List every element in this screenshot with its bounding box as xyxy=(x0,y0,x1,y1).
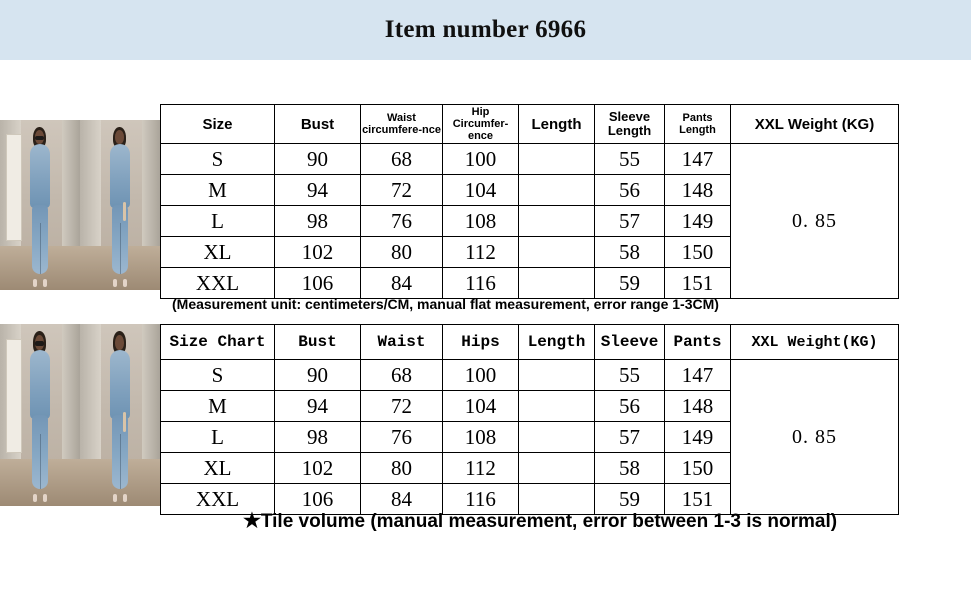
cell-waist: 72 xyxy=(361,391,443,422)
cell-sleeve: 57 xyxy=(595,422,665,453)
cell-waist: 84 xyxy=(361,484,443,515)
col-bust: Bust xyxy=(275,105,361,144)
size-table-secondary xyxy=(160,324,899,515)
col-hip: Hip Circumfer-ence xyxy=(443,105,519,144)
model-photo-bottom-front xyxy=(0,324,80,506)
cell-waist: 80 xyxy=(361,237,443,268)
cell-waist: 76 xyxy=(361,206,443,237)
cell-pants: 147 xyxy=(665,144,731,175)
cell-size: XL xyxy=(161,237,275,268)
col-weight: XXL Weight(KG) xyxy=(731,325,899,360)
cell-size: S xyxy=(161,144,275,175)
cell-length xyxy=(519,237,595,268)
cell-pants: 148 xyxy=(665,391,731,422)
cell-bust: 94 xyxy=(275,391,361,422)
cell-waist: 84 xyxy=(361,268,443,299)
cell-bust: 90 xyxy=(275,360,361,391)
col-sleeve: Sleeve Length xyxy=(595,105,665,144)
cell-pants: 148 xyxy=(665,175,731,206)
cell-hip: 112 xyxy=(443,237,519,268)
table-header-row xyxy=(161,105,899,144)
cell-size: M xyxy=(161,391,275,422)
cell-sleeve: 58 xyxy=(595,453,665,484)
col-pants: Pants Length xyxy=(665,105,731,144)
cell-size: M xyxy=(161,175,275,206)
model-photo-bottom xyxy=(0,324,160,506)
cell-bust: 106 xyxy=(275,268,361,299)
col-bust: Bust xyxy=(275,325,361,360)
col-waist: Waist xyxy=(361,325,443,360)
col-size: Size xyxy=(161,105,275,144)
cell-hip: 100 xyxy=(443,144,519,175)
col-sleeve: Sleeve xyxy=(595,325,665,360)
table-row xyxy=(161,144,899,175)
cell-length xyxy=(519,360,595,391)
col-waist: Waist circumfere-nce xyxy=(361,105,443,144)
cell-bust: 98 xyxy=(275,422,361,453)
cell-pants: 149 xyxy=(665,206,731,237)
model-photo-bottom-back xyxy=(80,324,160,506)
cell-waist: 80 xyxy=(361,453,443,484)
header-banner xyxy=(0,0,971,60)
cell-hip: 116 xyxy=(443,268,519,299)
cell-weight: 0. 85 xyxy=(731,144,899,299)
col-pants: Pants xyxy=(665,325,731,360)
model-photo-top xyxy=(0,120,160,290)
cell-size: XL xyxy=(161,453,275,484)
cell-size: L xyxy=(161,206,275,237)
cell-sleeve: 57 xyxy=(595,206,665,237)
cell-size: L xyxy=(161,422,275,453)
cell-length xyxy=(519,391,595,422)
cell-length xyxy=(519,144,595,175)
cell-size: S xyxy=(161,360,275,391)
cell-pants: 147 xyxy=(665,360,731,391)
cell-hip: 104 xyxy=(443,175,519,206)
cell-sleeve: 58 xyxy=(595,237,665,268)
tile-volume-note xyxy=(160,508,920,533)
cell-hip: 104 xyxy=(443,391,519,422)
cell-bust: 98 xyxy=(275,206,361,237)
cell-size: XXL xyxy=(161,484,275,515)
cell-length xyxy=(519,175,595,206)
col-length: Length xyxy=(519,105,595,144)
cell-length xyxy=(519,206,595,237)
cell-bust: 102 xyxy=(275,237,361,268)
table-row xyxy=(161,360,899,391)
cell-pants: 151 xyxy=(665,484,731,515)
cell-sleeve: 56 xyxy=(595,175,665,206)
cell-hip: 108 xyxy=(443,206,519,237)
star-icon: ★ xyxy=(242,510,261,532)
col-size-chart: Size Chart xyxy=(161,325,275,360)
model-photo-top-front xyxy=(0,120,80,290)
cell-length xyxy=(519,453,595,484)
col-hips: Hips xyxy=(443,325,519,360)
cell-pants: 151 xyxy=(665,268,731,299)
cell-hip: 116 xyxy=(443,484,519,515)
size-table-primary xyxy=(160,104,899,299)
cell-hip: 112 xyxy=(443,453,519,484)
cell-sleeve: 55 xyxy=(595,144,665,175)
cell-waist: 68 xyxy=(361,360,443,391)
cell-length xyxy=(519,268,595,299)
cell-bust: 94 xyxy=(275,175,361,206)
cell-size: XXL xyxy=(161,268,275,299)
cell-pants: 150 xyxy=(665,453,731,484)
table-header-row xyxy=(161,325,899,360)
tile-volume-note-text: Tile volume (manual measurement, error between 1-3 is normal) xyxy=(260,511,838,532)
cell-weight: 0. 85 xyxy=(731,360,899,515)
cell-hip: 100 xyxy=(443,360,519,391)
cell-bust: 102 xyxy=(275,453,361,484)
col-length: Length xyxy=(519,325,595,360)
cell-sleeve: 59 xyxy=(595,484,665,515)
cell-waist: 76 xyxy=(361,422,443,453)
col-weight: XXL Weight (KG) xyxy=(731,105,899,144)
cell-waist: 68 xyxy=(361,144,443,175)
cell-length xyxy=(519,422,595,453)
cell-sleeve: 56 xyxy=(595,391,665,422)
cell-sleeve: 59 xyxy=(595,268,665,299)
cell-bust: 106 xyxy=(275,484,361,515)
cell-bust: 90 xyxy=(275,144,361,175)
model-photo-top-back xyxy=(80,120,160,290)
cell-pants: 149 xyxy=(665,422,731,453)
cell-waist: 72 xyxy=(361,175,443,206)
page-title: Item number 6966 xyxy=(384,16,587,43)
measurement-note: (Measurement unit: centimeters/CM, manual flat measurement, error range 1-3CM) xyxy=(172,296,719,312)
cell-hip: 108 xyxy=(443,422,519,453)
cell-pants: 150 xyxy=(665,237,731,268)
cell-sleeve: 55 xyxy=(595,360,665,391)
